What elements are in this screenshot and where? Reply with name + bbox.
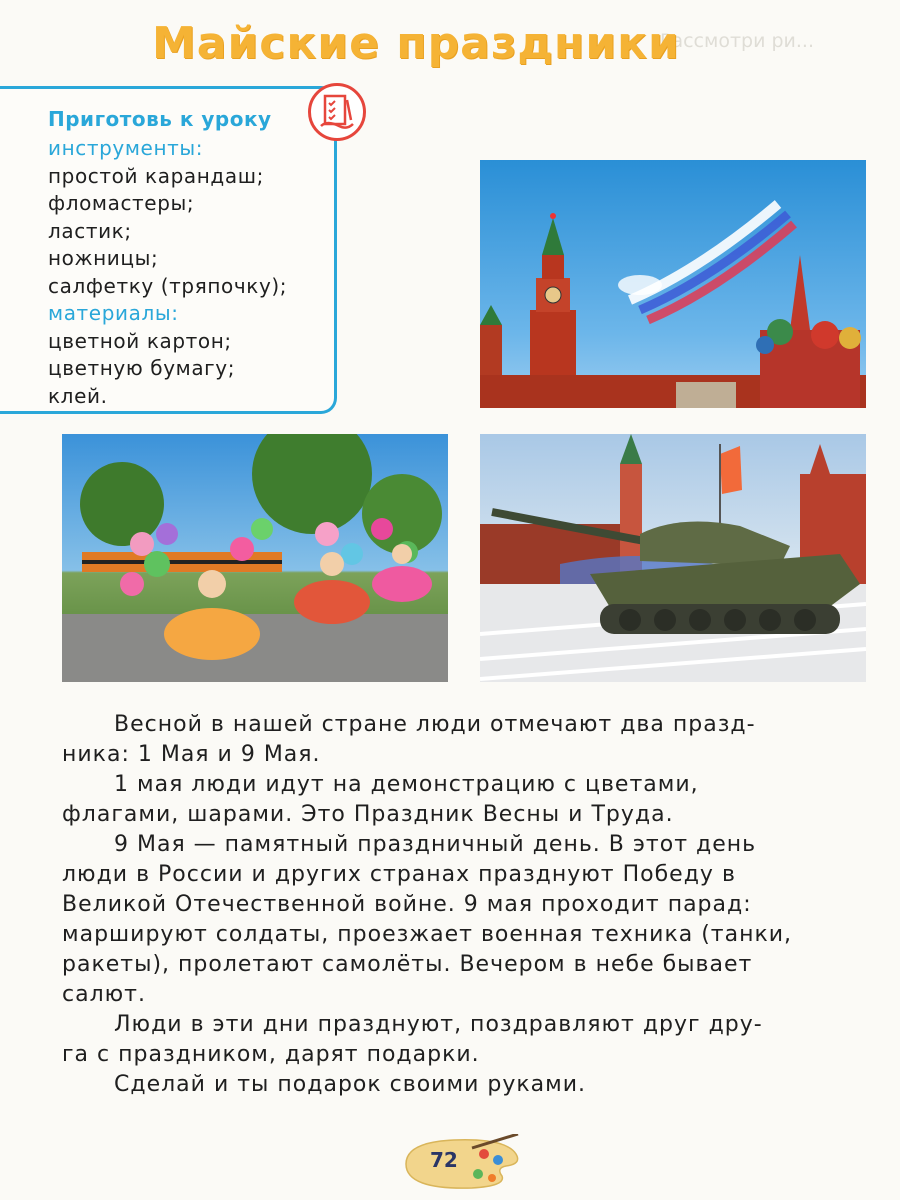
prepare-box [0,86,337,414]
list-item: клей. [48,383,108,408]
prepare-list [48,135,287,410]
list-item: цветную бумагу; [48,356,236,380]
list-item: фломастеры; [48,191,195,215]
list-item: салфетку (тряпочку); [48,273,288,298]
prepare-heading: Приготовь к уроку [48,107,272,131]
tank-parade-photo [480,434,866,682]
page-title: Майские праздники [152,18,680,69]
bleed-through-text: Рассмотри ри... [660,30,814,52]
paragraph: 9 Мая — памятный праздничный день. В этот день люди в России и других странах празднуют Победу в Великой Отечественной войне. 9 мая проходит парад: маршируют солдаты, проезжает военная техника (танки, ракеты), пролетают самолёты. Вечером в небе бывает салют. [62,832,793,1007]
kremlin-photo [480,160,866,408]
main-text [62,710,872,1100]
checklist-icon [308,83,366,141]
list-item: цветной картон; [48,328,232,353]
materials-label: материалы: [48,301,179,325]
page-number: 72 [430,1148,458,1172]
page-number-badge [400,1134,520,1190]
list-item: ластик; [48,218,132,243]
paragraph: Весной в нашей стране люди отмечают два празд- ника: 1 Мая и 9 Мая. [62,712,756,767]
paragraph: Сделай и ты подарок своими руками. [114,1072,587,1097]
list-item: простой карандаш; [48,163,264,188]
paragraph: Люди в эти дни празднуют, поздравляют друг дру- га с праздником, дарят подарки. [62,1012,763,1067]
may-day-photo [62,434,448,682]
paragraph: 1 мая люди идут на демонстрацию с цветами, флагами, шарами. Это Праздник Весны и Труда. [62,772,699,827]
tools-label: инструменты: [48,136,204,160]
list-item: ножницы; [48,246,159,270]
palette-icon [400,1134,520,1190]
